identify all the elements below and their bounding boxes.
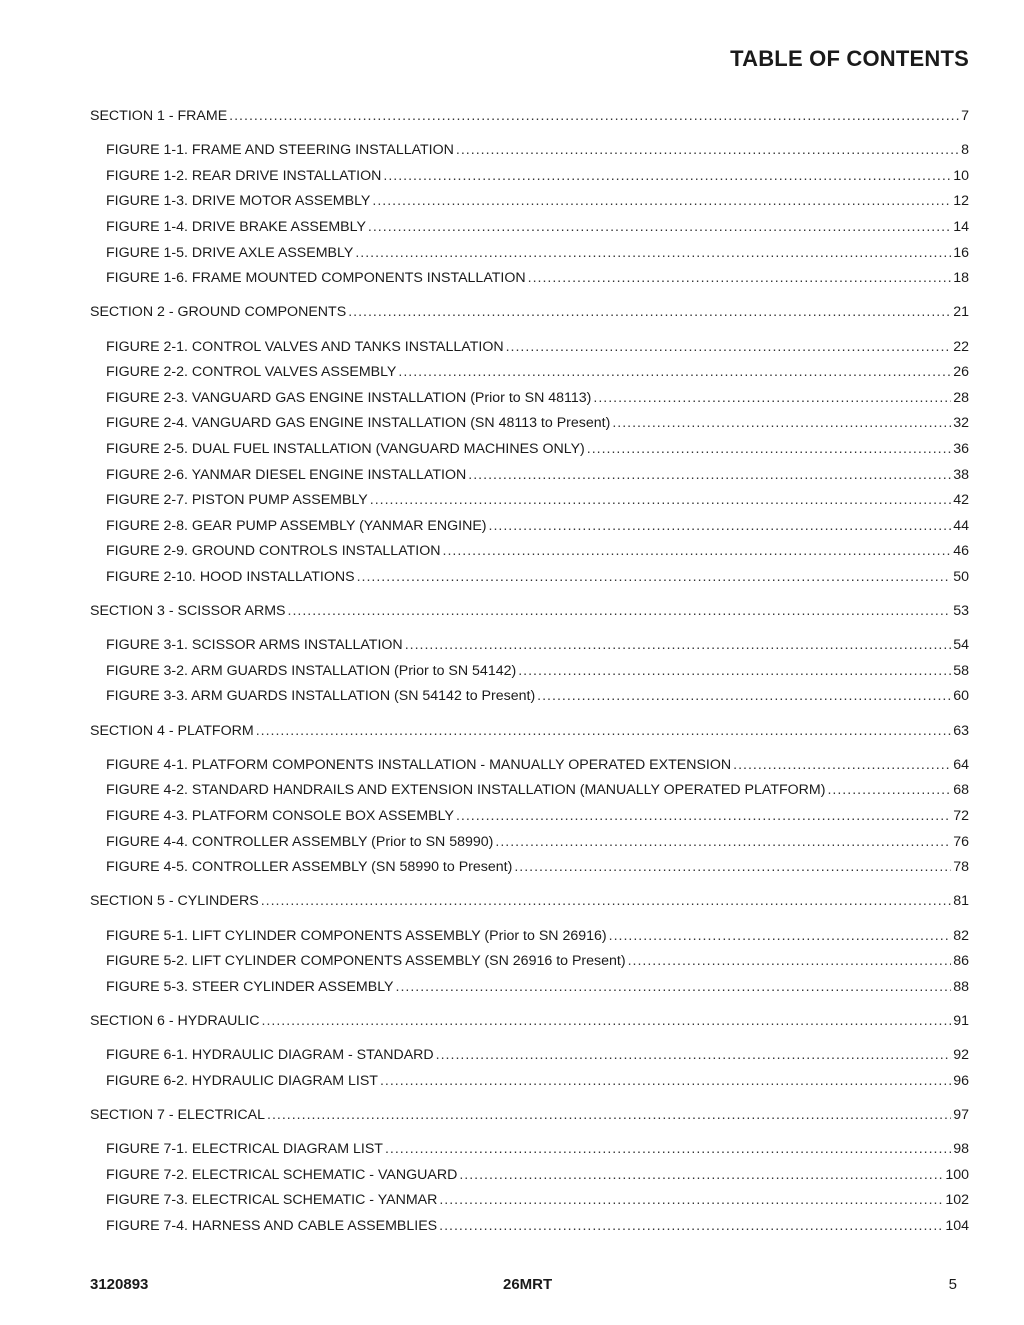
entry-page-number: 28 (953, 389, 969, 406)
entry-label: FIGURE 4-1. PLATFORM COMPONENTS INSTALLATION - MANUALLY OPERATED EXTENSION (106, 756, 732, 773)
toc-section-entry[interactable] (90, 1009, 969, 1035)
toc-figure-entry[interactable] (90, 241, 969, 267)
entry-page-number: 68 (953, 782, 969, 799)
entry-label: SECTION 2 - GROUND COMPONENTS (90, 304, 347, 321)
dot-leader (256, 719, 952, 745)
entry-label: SECTION 4 - PLATFORM (90, 722, 254, 739)
dot-leader (267, 1103, 951, 1129)
dot-leader (468, 463, 951, 489)
entry-page-number: 10 (953, 167, 969, 184)
dot-leader (368, 215, 951, 241)
toc-figure-entry[interactable] (90, 949, 969, 975)
dot-leader (405, 633, 952, 659)
entry-label: FIGURE 5-2. LIFT CYLINDER COMPONENTS ASSEMBLY (SN 26916 to Present) (106, 953, 626, 970)
toc-figure-entry[interactable] (90, 1188, 969, 1214)
entry-page-number: 72 (953, 808, 969, 824)
entry-label: FIGURE 1-2. REAR DRIVE INSTALLATION (106, 167, 382, 184)
toc-figure-entry[interactable] (90, 138, 969, 164)
dot-leader (396, 975, 952, 1001)
entry-label: FIGURE 7-1. ELECTRICAL DIAGRAM LIST (106, 1141, 383, 1158)
toc-figure-entry[interactable] (90, 778, 969, 804)
entry-label: FIGURE 4-5. CONTROLLER ASSEMBLY (SN 58990 to Present) (106, 859, 513, 876)
toc-figure-entry[interactable] (90, 539, 969, 565)
dot-leader (528, 266, 952, 292)
toc-section-entry[interactable] (90, 889, 969, 915)
entry-label: FIGURE 6-1. HYDRAULIC DIAGRAM - STANDARD (106, 1047, 434, 1064)
dot-leader (398, 360, 951, 386)
entry-page-number: 78 (953, 859, 969, 876)
dot-leader (456, 804, 951, 830)
entry-page-number: 97 (953, 1106, 969, 1123)
entry-page-number: 18 (953, 270, 969, 287)
entry-page-number: 14 (953, 218, 969, 235)
entry-label: FIGURE 4-4. CONTROLLER ASSEMBLY (Prior to SN 58990) (106, 833, 494, 850)
dot-leader (593, 386, 951, 412)
entry-page-number: 76 (953, 833, 969, 850)
entry-page-number: 32 (953, 415, 969, 432)
dot-leader (439, 1214, 943, 1240)
dot-leader (229, 104, 959, 130)
entry-page-number: 100 (945, 1166, 969, 1183)
toc-figure-entry[interactable] (90, 565, 969, 591)
entry-page-number: 82 (953, 927, 969, 944)
entry-label: FIGURE 2-10. HOOD INSTALLATIONS (106, 568, 355, 585)
dot-leader (372, 189, 951, 215)
page-title: TABLE OF CONTENTS (730, 46, 969, 71)
toc-figure-entry[interactable] (90, 411, 969, 437)
dot-leader (261, 889, 952, 915)
entry-page-number: 42 (953, 492, 969, 509)
entry-label: FIGURE 2-1. CONTROL VALVES AND TANKS INSTALLATION (106, 338, 504, 355)
entry-label: SECTION 5 - CYLINDERS (90, 893, 259, 910)
dot-leader (439, 1188, 943, 1214)
toc-figure-entry[interactable] (90, 684, 969, 710)
entry-label: FIGURE 3-1. SCISSOR ARMS INSTALLATION (106, 637, 403, 654)
entry-label: FIGURE 3-3. ARM GUARDS INSTALLATION (SN 54142 to Present) (106, 688, 536, 705)
dot-leader (355, 241, 951, 267)
entry-label: FIGURE 1-5. DRIVE AXLE ASSEMBLY (106, 244, 354, 261)
toc-figure-entry[interactable] (90, 386, 969, 412)
entry-label: FIGURE 1-4. DRIVE BRAKE ASSEMBLY (106, 218, 366, 235)
dot-leader (733, 753, 951, 779)
entry-page-number: 81 (953, 893, 969, 910)
toc-figure-entry[interactable] (90, 463, 969, 489)
entry-label: FIGURE 6-2. HYDRAULIC DIAGRAM LIST (106, 1072, 378, 1089)
entry-page-number: 38 (953, 466, 969, 483)
document-number: 3120893 (90, 1276, 149, 1293)
dot-leader (436, 1043, 952, 1069)
entry-page-number: 16 (953, 244, 969, 261)
entry-page-number: 44 (953, 517, 969, 534)
entry-page-number: 7 (961, 108, 969, 124)
toc-figure-entry[interactable] (90, 659, 969, 685)
entry-page-number: 60 (953, 688, 969, 705)
dot-leader (357, 565, 952, 591)
entry-page-number: 8 (961, 142, 969, 159)
entry-label: SECTION 1 - FRAME (90, 108, 228, 124)
toc-figure-entry[interactable] (90, 488, 969, 514)
entry-label: FIGURE 7-4. HARNESS AND CABLE ASSEMBLIES (106, 1217, 438, 1234)
dot-leader (612, 411, 951, 437)
entry-page-number: 12 (953, 193, 969, 210)
toc-figure-entry[interactable] (90, 189, 969, 215)
table-of-contents (90, 104, 969, 1239)
entry-page-number: 96 (953, 1072, 969, 1089)
entry-label: FIGURE 3-2. ARM GUARDS INSTALLATION (Prior to SN 54142) (106, 662, 517, 679)
entry-page-number: 53 (953, 603, 969, 620)
entry-page-number: 58 (953, 662, 969, 679)
dot-leader (370, 488, 951, 514)
dot-leader (456, 138, 959, 164)
dot-leader (609, 924, 952, 950)
entry-label: FIGURE 2-2. CONTROL VALVES ASSEMBLY (106, 364, 397, 381)
dot-leader (348, 300, 951, 326)
entry-page-number: 50 (953, 568, 969, 585)
entry-page-number: 21 (953, 304, 969, 321)
entry-label: FIGURE 2-7. PISTON PUMP ASSEMBLY (106, 492, 368, 509)
toc-figure-entry[interactable] (90, 1137, 969, 1163)
entry-label: FIGURE 2-5. DUAL FUEL INSTALLATION (VANGUARD MACHINES ONLY) (106, 440, 585, 457)
entry-label: FIGURE 2-8. GEAR PUMP ASSEMBLY (YANMAR ENGINE) (106, 517, 487, 534)
entry-label: FIGURE 1-1. FRAME AND STEERING INSTALLATION (106, 142, 454, 159)
entry-label: SECTION 3 - SCISSOR ARMS (90, 603, 286, 620)
entry-page-number: 46 (953, 543, 969, 560)
toc-section-entry[interactable] (90, 300, 969, 326)
entry-label: FIGURE 5-3. STEER CYLINDER ASSEMBLY (106, 978, 394, 995)
toc-figure-entry[interactable] (90, 335, 969, 361)
dot-leader (383, 164, 951, 190)
entry-page-number: 91 (953, 1012, 969, 1029)
entry-label: SECTION 7 - ELECTRICAL (90, 1106, 266, 1123)
entry-page-number: 92 (953, 1047, 969, 1064)
entry-label: FIGURE 2-9. GROUND CONTROLS INSTALLATION (106, 543, 441, 560)
toc-figure-entry[interactable] (90, 975, 969, 1001)
toc-figure-entry[interactable] (90, 830, 969, 856)
entry-page-number: 86 (953, 953, 969, 970)
entry-page-number: 26 (953, 364, 969, 381)
entry-page-number: 104 (945, 1217, 969, 1234)
entry-label: FIGURE 4-3. PLATFORM CONSOLE BOX ASSEMBLY (106, 808, 454, 824)
entry-label: SECTION 6 - HYDRAULIC (90, 1012, 260, 1029)
dot-leader (587, 437, 951, 463)
toc-figure-entry[interactable] (90, 215, 969, 241)
dot-leader (288, 599, 952, 625)
model-name: 26MRT (503, 1276, 553, 1293)
dot-leader (827, 778, 951, 804)
entry-label: FIGURE 4-2. STANDARD HANDRAILS AND EXTENSION INSTALLATION (MANUALLY OPERATED PLATFORM) (106, 782, 826, 799)
dot-leader (262, 1009, 952, 1035)
toc-figure-entry[interactable] (90, 1214, 969, 1240)
toc-figure-entry[interactable] (90, 924, 969, 950)
toc-figure-entry[interactable] (90, 633, 969, 659)
dot-leader (628, 949, 952, 975)
toc-figure-entry[interactable] (90, 514, 969, 540)
entry-page-number: 102 (945, 1192, 969, 1209)
entry-page-number: 54 (953, 637, 969, 654)
dot-leader (518, 659, 951, 685)
dot-leader (443, 539, 952, 565)
dot-leader (459, 1163, 943, 1189)
entry-label: FIGURE 5-1. LIFT CYLINDER COMPONENTS ASSEMBLY (Prior to SN 26916) (106, 927, 607, 944)
entry-page-number: 36 (953, 440, 969, 457)
entry-page-number: 88 (953, 978, 969, 995)
toc-figure-entry[interactable] (90, 266, 969, 292)
toc-section-entry[interactable] (90, 1103, 969, 1129)
entry-label: FIGURE 7-3. ELECTRICAL SCHEMATIC - YANMAR (106, 1192, 438, 1209)
entry-page-number: 64 (953, 756, 969, 773)
toc-figure-entry[interactable] (90, 360, 969, 386)
toc-figure-entry[interactable] (90, 1043, 969, 1069)
toc-figure-entry[interactable] (90, 1163, 969, 1189)
entry-page-number: 98 (953, 1141, 969, 1158)
dot-leader (514, 855, 951, 881)
dot-leader (489, 514, 952, 540)
entry-label: FIGURE 7-2. ELECTRICAL SCHEMATIC - VANGUARD (106, 1166, 458, 1183)
entry-page-number: 22 (953, 338, 969, 355)
entry-page-number: 63 (953, 722, 969, 739)
toc-section-entry[interactable] (90, 599, 969, 625)
entry-label: FIGURE 1-6. FRAME MOUNTED COMPONENTS INSTALLATION (106, 270, 526, 287)
toc-section-entry[interactable] (90, 104, 969, 130)
toc-figure-entry[interactable] (90, 164, 969, 190)
dot-leader (495, 830, 951, 856)
entry-label: FIGURE 2-6. YANMAR DIESEL ENGINE INSTALLATION (106, 466, 467, 483)
entry-label: FIGURE 2-4. VANGUARD GAS ENGINE INSTALLATION (SN 48113 to Present) (106, 415, 611, 432)
dot-leader (537, 684, 951, 710)
toc-figure-entry[interactable] (90, 1069, 969, 1095)
dot-leader (385, 1137, 951, 1163)
toc-section-entry[interactable] (90, 719, 969, 745)
toc-figure-entry[interactable] (90, 855, 969, 881)
toc-figure-entry[interactable] (90, 437, 969, 463)
dot-leader (506, 335, 952, 361)
entry-label: FIGURE 1-3. DRIVE MOTOR ASSEMBLY (106, 193, 371, 210)
entry-label: FIGURE 2-3. VANGUARD GAS ENGINE INSTALLATION (Prior to SN 48113) (106, 389, 592, 406)
page-footer (0, 1276, 1024, 1296)
toc-figure-entry[interactable] (90, 804, 969, 830)
page-number: 5 (948, 1276, 957, 1293)
dot-leader (380, 1069, 951, 1095)
toc-figure-entry[interactable] (90, 753, 969, 779)
